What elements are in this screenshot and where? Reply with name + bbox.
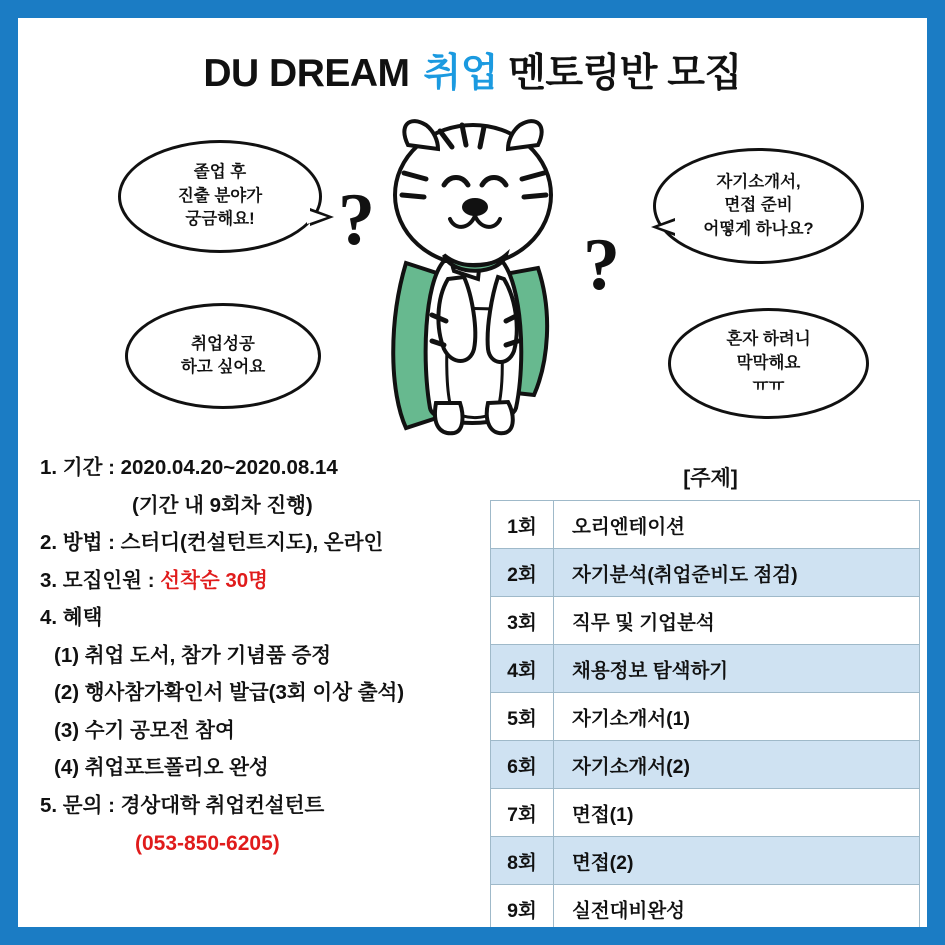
program-details bbox=[40, 458, 485, 871]
bubble-line: 자기소개서, bbox=[716, 172, 801, 191]
session-topic: 자기소개서(1) bbox=[554, 693, 920, 741]
bubble-line: 막막해요 bbox=[736, 353, 801, 372]
detail-benefit-4: (4) 취업포트폴리오 완성 bbox=[54, 756, 269, 779]
schedule-heading: [주제] bbox=[683, 467, 738, 490]
table-row bbox=[491, 549, 920, 597]
detail-phone-number: (053-850-6205) bbox=[135, 832, 280, 855]
session-number: 5회 bbox=[491, 693, 554, 741]
session-topic: 면접(1) bbox=[554, 789, 920, 837]
tiger-mascot-illustration bbox=[348, 103, 598, 443]
bubble-line: 면접 준비 bbox=[724, 196, 793, 215]
session-topic: 직무 및 기업분석 bbox=[554, 597, 920, 645]
question-mark-icon: ? bbox=[338, 179, 375, 261]
table-row bbox=[491, 501, 920, 549]
bubble-line: 어떻게 하나요? bbox=[703, 219, 814, 238]
bubble-tail-inner-icon bbox=[658, 220, 678, 234]
table-row bbox=[491, 741, 920, 789]
detail-period-note: (기간 내 9회차 진행) bbox=[132, 493, 313, 517]
detail-method: 2. 방법 : 스터디(컨설턴트지도), 온라인 bbox=[40, 531, 384, 554]
session-number: 4회 bbox=[491, 645, 554, 693]
session-topic: 채용정보 탐색하기 bbox=[554, 645, 920, 693]
speech-bubble-alone bbox=[668, 308, 869, 419]
bubble-line: 하고 싶어요 bbox=[180, 358, 266, 376]
page-title bbox=[18, 42, 927, 98]
bubble-line: 진출 분야가 bbox=[177, 186, 263, 205]
schedule-table bbox=[490, 500, 920, 927]
bubble-line: ㅠㅠ bbox=[752, 377, 785, 396]
detail-benefit-2: (2) 행사참가확인서 발급(3회 이상 출석) bbox=[54, 681, 405, 704]
bubble-line: 궁금해요! bbox=[185, 210, 255, 229]
session-number: 1회 bbox=[491, 501, 554, 549]
table-row bbox=[491, 885, 920, 928]
detail-capacity-value: 선착순 30명 bbox=[160, 568, 268, 592]
session-number: 2회 bbox=[491, 549, 554, 597]
table-row bbox=[491, 789, 920, 837]
title-part1: DU DREAM bbox=[203, 52, 410, 95]
detail-capacity-label: 3. 모집인원 : bbox=[40, 568, 161, 592]
bubble-line: 혼자 하려니 bbox=[726, 330, 811, 349]
session-number: 6회 bbox=[491, 741, 554, 789]
table-row bbox=[491, 693, 920, 741]
speech-bubble-success bbox=[125, 303, 321, 409]
title-highlight: 취업 bbox=[423, 52, 498, 95]
bubble-line: 취업성공 bbox=[191, 334, 255, 353]
speech-bubble-graduate bbox=[118, 140, 322, 253]
poster-canvas bbox=[18, 18, 927, 927]
bubble-line: 졸업 후 bbox=[193, 163, 247, 182]
session-number: 3회 bbox=[491, 597, 554, 645]
session-number: 7회 bbox=[491, 789, 554, 837]
session-topic: 실전대비완성 bbox=[554, 885, 920, 928]
session-number: 9회 bbox=[491, 885, 554, 928]
title-part2: 멘토링반 모집 bbox=[508, 52, 742, 95]
speech-bubble-resume bbox=[653, 148, 864, 264]
detail-capacity bbox=[40, 568, 485, 592]
table-row bbox=[491, 597, 920, 645]
session-topic: 자기소개서(2) bbox=[554, 741, 920, 789]
table-row bbox=[491, 837, 920, 885]
detail-period: 1. 기간 : 2020.04.20~2020.08.14 bbox=[40, 456, 338, 479]
table-row bbox=[491, 645, 920, 693]
session-topic: 오리엔테이션 bbox=[554, 501, 920, 549]
session-topic: 자기분석(취업준비도 점검) bbox=[554, 549, 920, 597]
detail-benefits-heading: 4. 혜택 bbox=[40, 606, 103, 629]
detail-benefit-1: (1) 취업 도서, 참가 기념품 증정 bbox=[54, 643, 332, 667]
detail-benefit-3: (3) 수기 공모전 참여 bbox=[54, 718, 235, 742]
question-mark-icon: ? bbox=[583, 224, 620, 306]
detail-contact: 5. 문의 : 경상대학 취업컨설턴트 bbox=[40, 793, 325, 817]
session-topic: 면접(2) bbox=[554, 837, 920, 885]
bubble-tail-inner-icon bbox=[307, 210, 327, 224]
session-number: 8회 bbox=[491, 837, 554, 885]
